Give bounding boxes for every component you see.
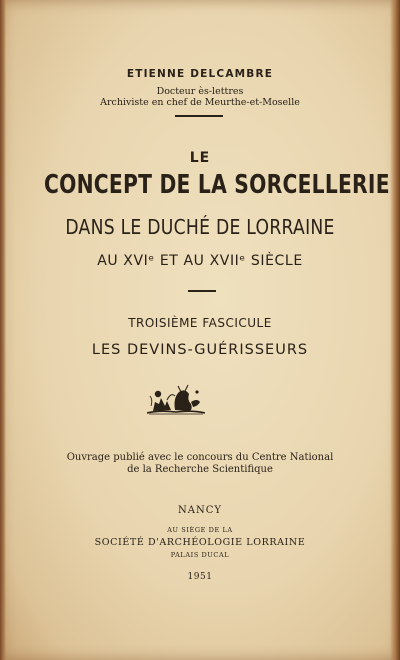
printer-vignette-icon — [145, 380, 207, 416]
imprint-city: NANCY — [178, 505, 222, 516]
author-credential-position: Archiviste en chef de Meurthe-et-Moselle — [100, 97, 300, 108]
author-credential-degree: Docteur ès-lettres — [156, 86, 244, 97]
imprint-society: SOCIÉTÉ D'ARCHÉOLOGIE LORRAINE — [94, 537, 306, 548]
title-line-3: AU XVIᵉ ET AU XVIIᵉ SIÈCLE — [97, 253, 303, 269]
volume-subtitle: LES DEVINS-GUÉRISSEURS — [91, 342, 309, 358]
divider-rule — [175, 115, 223, 117]
author-name: ETIENNE DELCAMBRE — [126, 68, 274, 80]
imprint-year: 1951 — [187, 572, 213, 582]
title-article: LE — [189, 150, 211, 166]
title-line-2: DANS LE DUCHÉ DE LORRAINE — [65, 215, 335, 239]
publication-note-line-1: Ouvrage publié avec le concours du Centre National — [66, 452, 334, 463]
divider-rule-small — [188, 290, 216, 292]
imprint-palace: PALAIS DUCAL — [170, 551, 230, 559]
publication-note-line-2: de la Recherche Scientifique — [127, 464, 273, 475]
title-main: CONCEPT DE LA SORCELLERIE — [44, 170, 390, 200]
imprint-seat: AU SIÈGE DE LA — [167, 526, 233, 534]
fascicle-label: TROISIÈME FASCICULE — [128, 316, 272, 330]
